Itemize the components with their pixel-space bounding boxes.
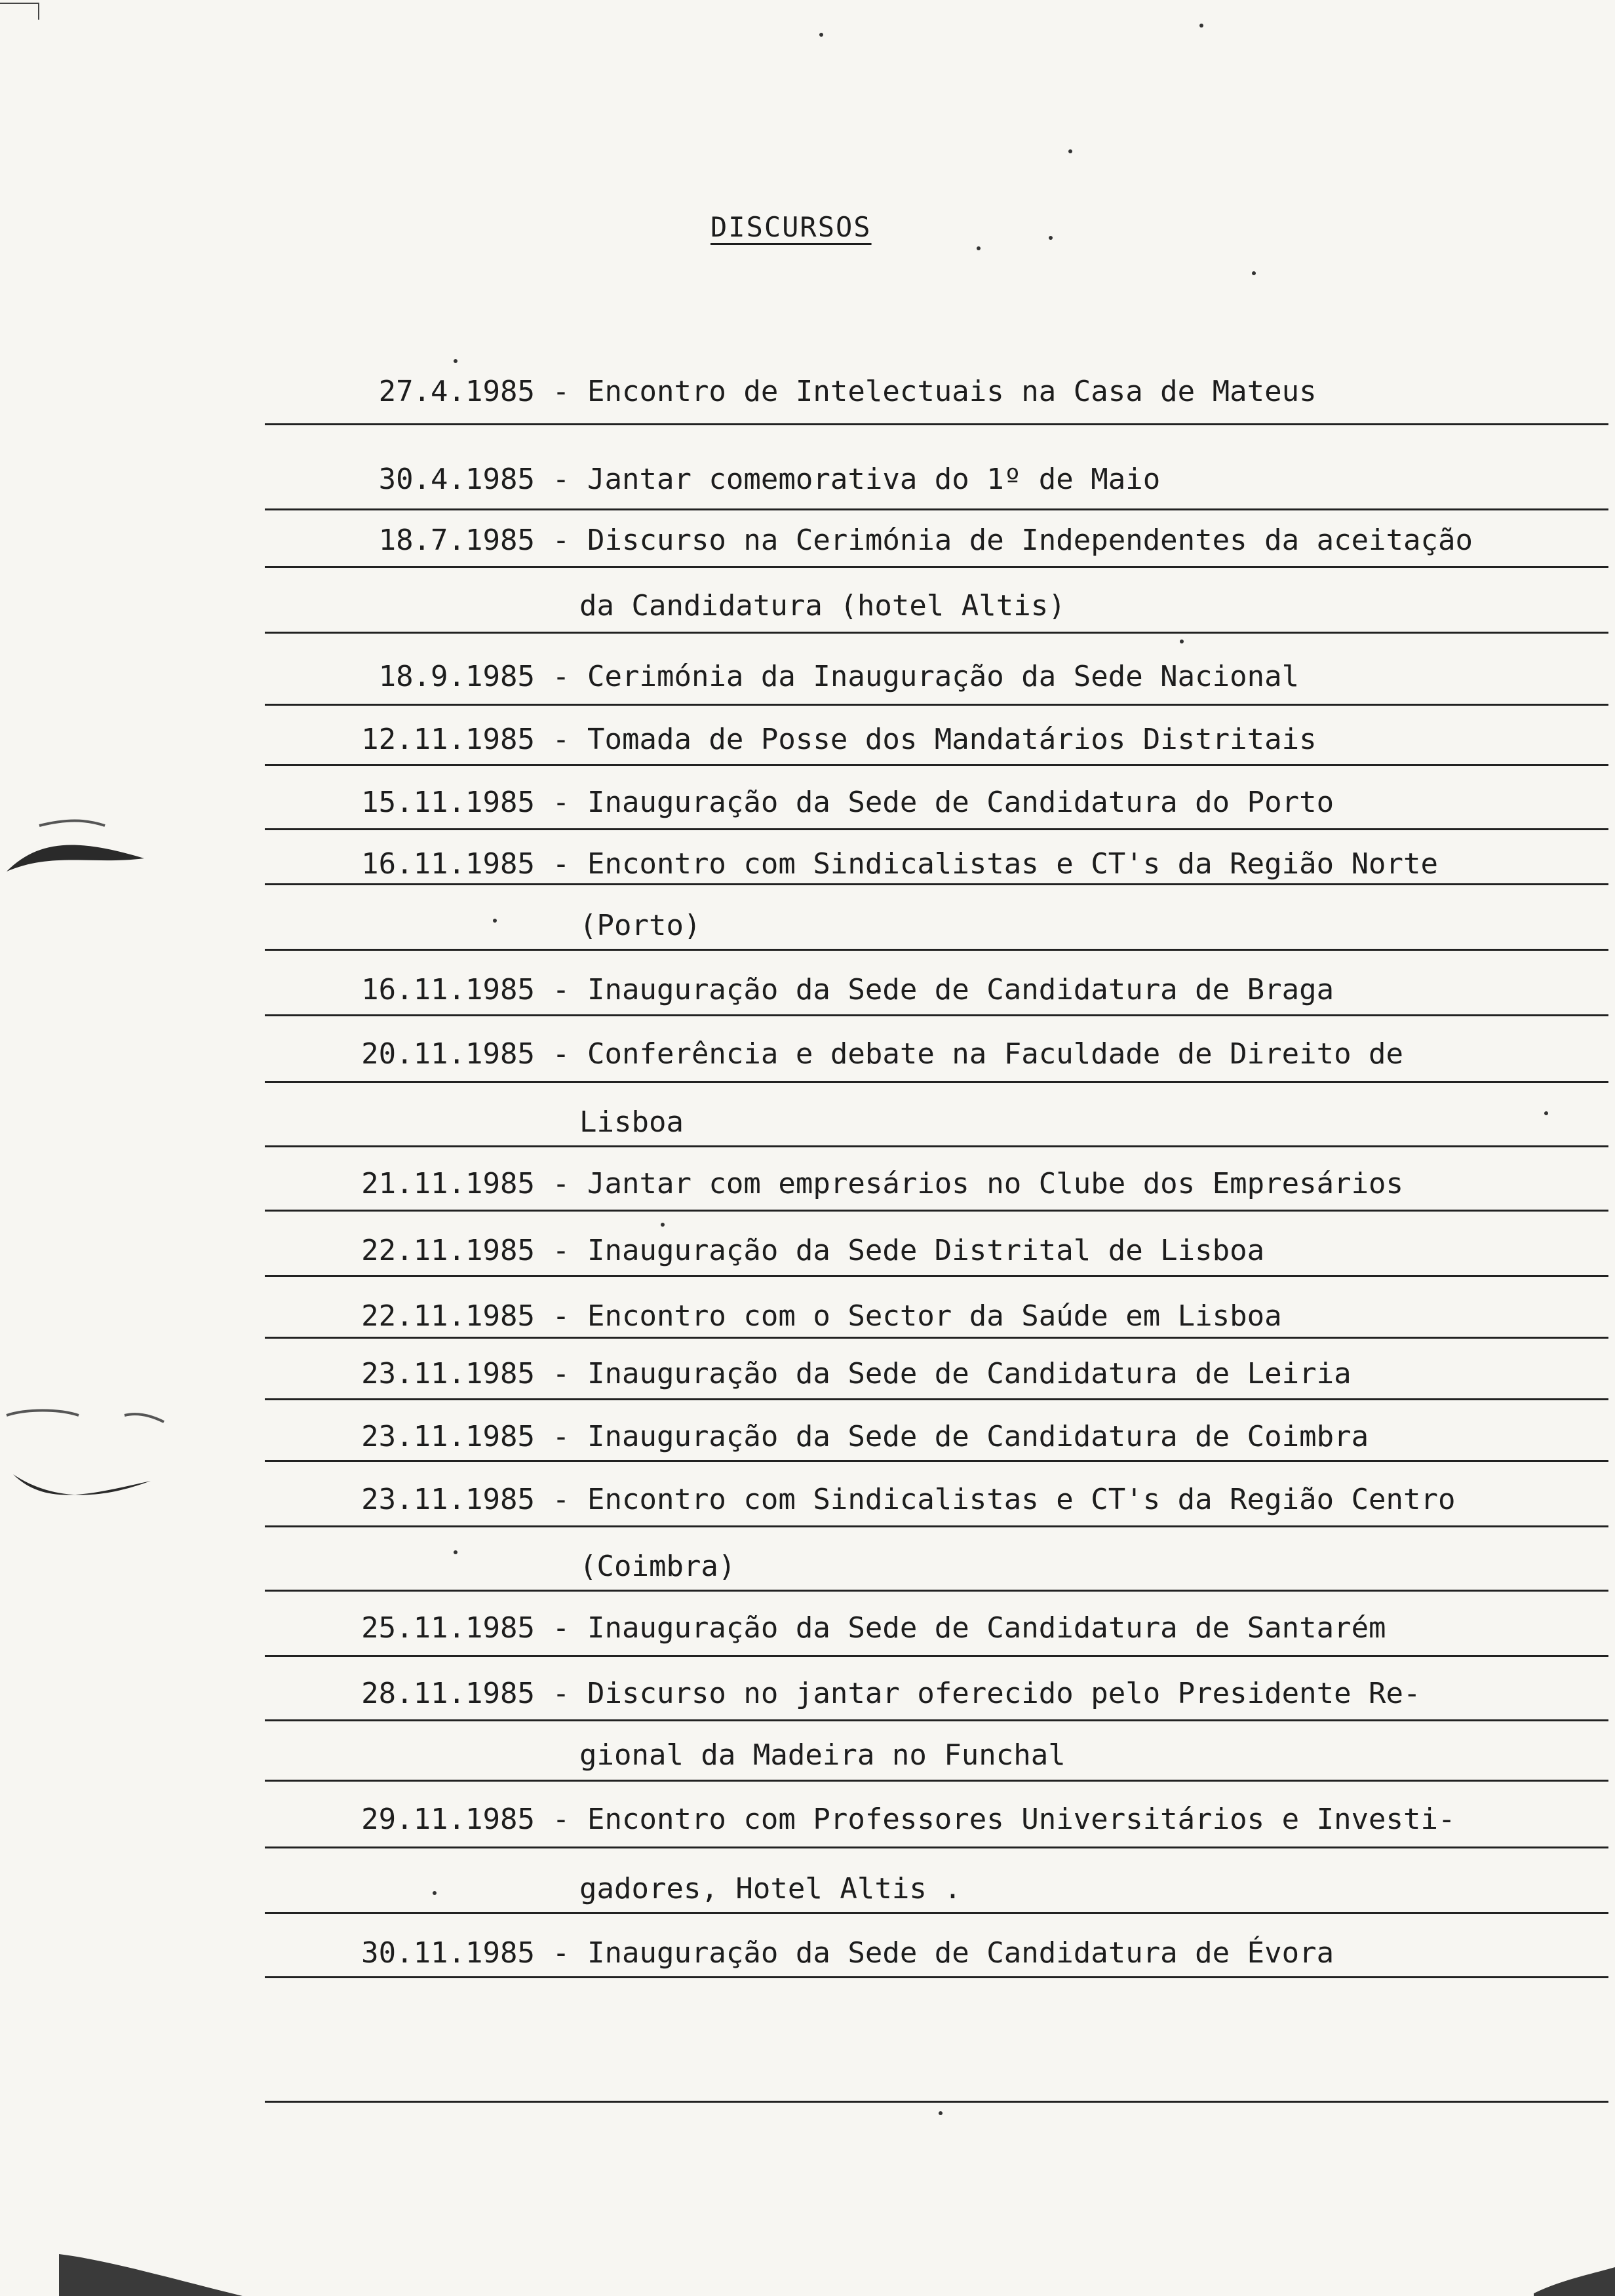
ruled-line <box>265 1976 1608 1978</box>
entry-row <box>266 1677 1564 1710</box>
entry-separator: - <box>552 1420 570 1453</box>
entry-separator: - <box>552 723 570 756</box>
entry-date: 21.11.1985 <box>361 1167 535 1200</box>
entry-description: Encontro com Professores Universitários e Investi- <box>587 1803 1456 1836</box>
scan-speck <box>939 2111 943 2115</box>
ruled-line <box>265 1398 1608 1400</box>
entry-separator: - <box>552 786 570 819</box>
entry-row <box>266 524 1564 557</box>
entry-description: Encontro de Intelectuais na Casa de Mateus <box>587 375 1317 408</box>
entry-date: 12.11.1985 <box>361 723 535 756</box>
entry-description: Inauguração da Sede de Candidatura de Santarém <box>587 1611 1386 1645</box>
entry-description: Encontro com Sindicalistas e CT's da Região Norte <box>587 847 1439 881</box>
entry-date: 23.11.1985 <box>361 1483 535 1516</box>
corner-mark-vertical <box>38 3 39 20</box>
punch-mark <box>0 799 157 891</box>
entry-description: Jantar comemorativa do 1º de Maio <box>587 463 1161 496</box>
entry-date: 28.11.1985 <box>361 1677 535 1710</box>
entry-continuation: gadores, Hotel Altis . <box>579 1872 962 1905</box>
ruled-line <box>265 1912 1608 1914</box>
ruled-line <box>265 949 1608 951</box>
entry-date: 18.7.1985 <box>378 524 535 557</box>
entry-row <box>266 848 1564 881</box>
entry-description: Jantar com empresários no Clube dos Empresários <box>587 1167 1404 1200</box>
corner-mark <box>0 3 39 4</box>
ruled-line <box>265 632 1608 634</box>
entry-separator: - <box>552 1234 570 1267</box>
entry-date: 23.11.1985 <box>361 1420 535 1453</box>
ruled-line <box>265 1655 1608 1657</box>
scan-speck <box>977 246 981 250</box>
scan-speck <box>1199 24 1203 28</box>
page-title: DISCURSOS <box>710 211 872 243</box>
entry-row <box>266 375 1564 408</box>
ruled-line <box>265 1460 1608 1462</box>
entry-description: Inauguração da Sede de Candidatura do Porto <box>587 786 1334 819</box>
entry-separator: - <box>552 1299 570 1333</box>
ruled-line <box>265 1275 1608 1277</box>
entry-separator: - <box>552 973 570 1006</box>
entry-description: Inauguração da Sede de Candidatura de Braga <box>587 973 1334 1006</box>
entry-separator: - <box>552 1803 570 1836</box>
entry-separator: - <box>552 1483 570 1516</box>
entry-date: 30.4.1985 <box>378 463 535 496</box>
entry-separator: - <box>552 847 570 881</box>
entry-continuation: da Candidatura (hotel Altis) <box>579 589 1066 622</box>
entry-separator: - <box>552 463 570 496</box>
entry-date: 25.11.1985 <box>361 1611 535 1645</box>
ruled-line <box>265 828 1608 830</box>
scan-speck <box>493 919 497 923</box>
entry-date: 15.11.1985 <box>361 786 535 819</box>
scan-speck <box>1544 1111 1548 1115</box>
entry-date: 27.4.1985 <box>378 375 535 408</box>
scan-speck <box>819 33 823 37</box>
entry-row <box>266 1300 1564 1333</box>
entry-date: 16.11.1985 <box>361 847 535 881</box>
entry-separator: - <box>552 1936 570 1970</box>
entry-row <box>266 723 1564 756</box>
ruled-line <box>265 704 1608 706</box>
ruled-line <box>265 423 1608 425</box>
entry-separator: - <box>552 1167 570 1200</box>
entry-row <box>266 974 1564 1006</box>
entry-description: Discurso na Cerimónia de Independentes da aceitação <box>587 524 1473 557</box>
entry-description: Cerimónia da Inauguração da Sede Nacional <box>587 660 1300 693</box>
entry-description: Inauguração da Sede de Candidatura de Coimbra <box>587 1420 1369 1453</box>
entry-row <box>266 1234 1564 1267</box>
entry-row <box>266 463 1564 496</box>
ruled-line <box>265 1081 1608 1083</box>
punch-mark <box>0 1402 170 1520</box>
entry-separator: - <box>552 1611 570 1645</box>
ruled-line <box>265 2101 1608 2103</box>
ruled-line <box>265 1590 1608 1592</box>
entry-separator: - <box>552 660 570 693</box>
scan-speck <box>454 359 457 363</box>
ruled-line <box>265 1719 1608 1721</box>
entry-row <box>266 1937 1564 1970</box>
entry-description: Conferência e debate na Faculdade de Direito de <box>587 1037 1404 1071</box>
entry-date: 29.11.1985 <box>361 1803 535 1836</box>
entry-separator: - <box>552 524 570 557</box>
entry-description: Inauguração da Sede de Candidatura de Leiria <box>587 1357 1352 1390</box>
entry-row <box>266 1038 1564 1071</box>
entry-date: 30.11.1985 <box>361 1936 535 1970</box>
entry-row <box>266 660 1564 693</box>
ruled-line <box>265 1780 1608 1782</box>
ruled-line <box>265 1145 1608 1147</box>
scan-speck <box>433 1891 437 1895</box>
entry-continuation: (Coimbra) <box>579 1550 736 1583</box>
entry-separator: - <box>552 375 570 408</box>
ruled-line <box>265 508 1608 510</box>
entry-row <box>266 1483 1564 1516</box>
ruled-line <box>265 764 1608 766</box>
entry-date: 22.11.1985 <box>361 1234 535 1267</box>
ruled-line <box>265 1525 1608 1527</box>
scan-speck <box>1252 271 1256 275</box>
entry-description: Encontro com Sindicalistas e CT's da Região Centro <box>587 1483 1456 1516</box>
scan-speck <box>1180 640 1184 643</box>
entry-row <box>266 1421 1564 1453</box>
scan-speck <box>1068 149 1072 153</box>
entry-continuation: Lisboa <box>579 1105 684 1139</box>
scan-speck <box>454 1550 457 1554</box>
entry-separator: - <box>552 1677 570 1710</box>
ruled-line <box>265 1210 1608 1212</box>
ruled-line <box>265 883 1608 885</box>
edge-shadow <box>1534 2254 1615 2296</box>
entry-date: 16.11.1985 <box>361 973 535 1006</box>
entry-row <box>266 1803 1564 1836</box>
ruled-line <box>265 1846 1608 1848</box>
entry-description: Tomada de Posse dos Mandatários Distritais <box>587 723 1317 756</box>
entry-row <box>266 786 1564 819</box>
entry-continuation: gional da Madeira no Funchal <box>579 1738 1066 1772</box>
entry-continuation: (Porto) <box>579 909 701 942</box>
edge-shadow <box>59 2241 243 2296</box>
entry-separator: - <box>552 1357 570 1390</box>
ruled-line <box>265 566 1608 568</box>
entry-description: Inauguração da Sede de Candidatura de Évora <box>587 1936 1334 1970</box>
scan-speck <box>661 1223 665 1227</box>
entry-description: Encontro com o Sector da Saúde em Lisboa <box>587 1299 1282 1333</box>
entry-description: Inauguração da Sede Distrital de Lisboa <box>587 1234 1265 1267</box>
entry-row <box>266 1358 1564 1390</box>
entry-date: 18.9.1985 <box>378 660 535 693</box>
entry-description: Discurso no jantar oferecido pelo Presidente Re- <box>587 1677 1421 1710</box>
scan-speck <box>1049 236 1053 240</box>
entry-separator: - <box>552 1037 570 1071</box>
entry-row <box>266 1612 1564 1645</box>
entry-date: 20.11.1985 <box>361 1037 535 1071</box>
entry-row <box>266 1168 1564 1200</box>
ruled-line <box>265 1014 1608 1016</box>
ruled-line <box>265 1337 1608 1339</box>
entry-date: 23.11.1985 <box>361 1357 535 1390</box>
entry-date: 22.11.1985 <box>361 1299 535 1333</box>
